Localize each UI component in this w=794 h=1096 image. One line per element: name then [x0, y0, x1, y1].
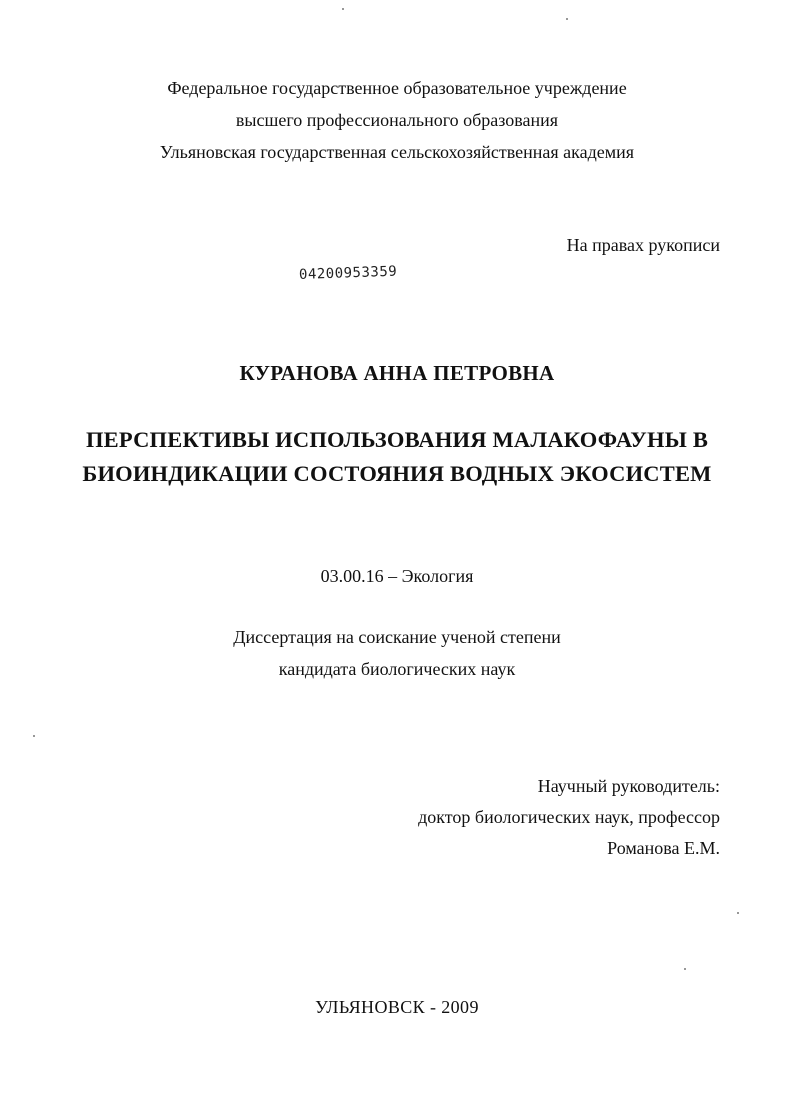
rights-note: На правах рукописи	[566, 235, 720, 255]
author-name: КУРАНОВА АННА ПЕТРОВНА	[239, 361, 555, 385]
place-and-year: УЛЬЯНОВСК - 2009	[315, 997, 479, 1017]
scan-speck	[342, 8, 344, 10]
degree-line-1: Диссертация на соискание ученой степени	[233, 627, 561, 647]
degree-line-2: кандидата биологических наук	[278, 659, 516, 679]
scan-speck	[566, 18, 568, 20]
institution-line-1: Федеральное государственное образовательное учреждение	[167, 78, 627, 98]
dissertation-title-line-1: ПЕРСПЕКТИВЫ ИСПОЛЬЗОВАНИЯ МАЛАКОФАУНЫ В	[85, 427, 709, 452]
institution-line-2: высшего профессионального образования	[235, 110, 559, 130]
dissertation-title-line-2: БИОИНДИКАЦИИ СОСТОЯНИЯ ВОДНЫХ ЭКОСИСТЕМ	[82, 461, 712, 486]
scan-speck	[33, 735, 35, 737]
supervisor-heading: Научный руководитель:	[537, 776, 720, 796]
supervisor-credentials: доктор биологических наук, профессор	[418, 807, 720, 827]
scan-speck	[684, 968, 686, 970]
catalog-number-stamp: 04200953359	[298, 263, 398, 283]
scan-speck	[737, 912, 739, 914]
institution-line-3: Ульяновская государственная сельскохозяйственная академия	[159, 142, 635, 162]
supervisor-name: Романова Е.М.	[607, 838, 720, 858]
specialty-code: 03.00.16 – Экология	[320, 566, 474, 586]
